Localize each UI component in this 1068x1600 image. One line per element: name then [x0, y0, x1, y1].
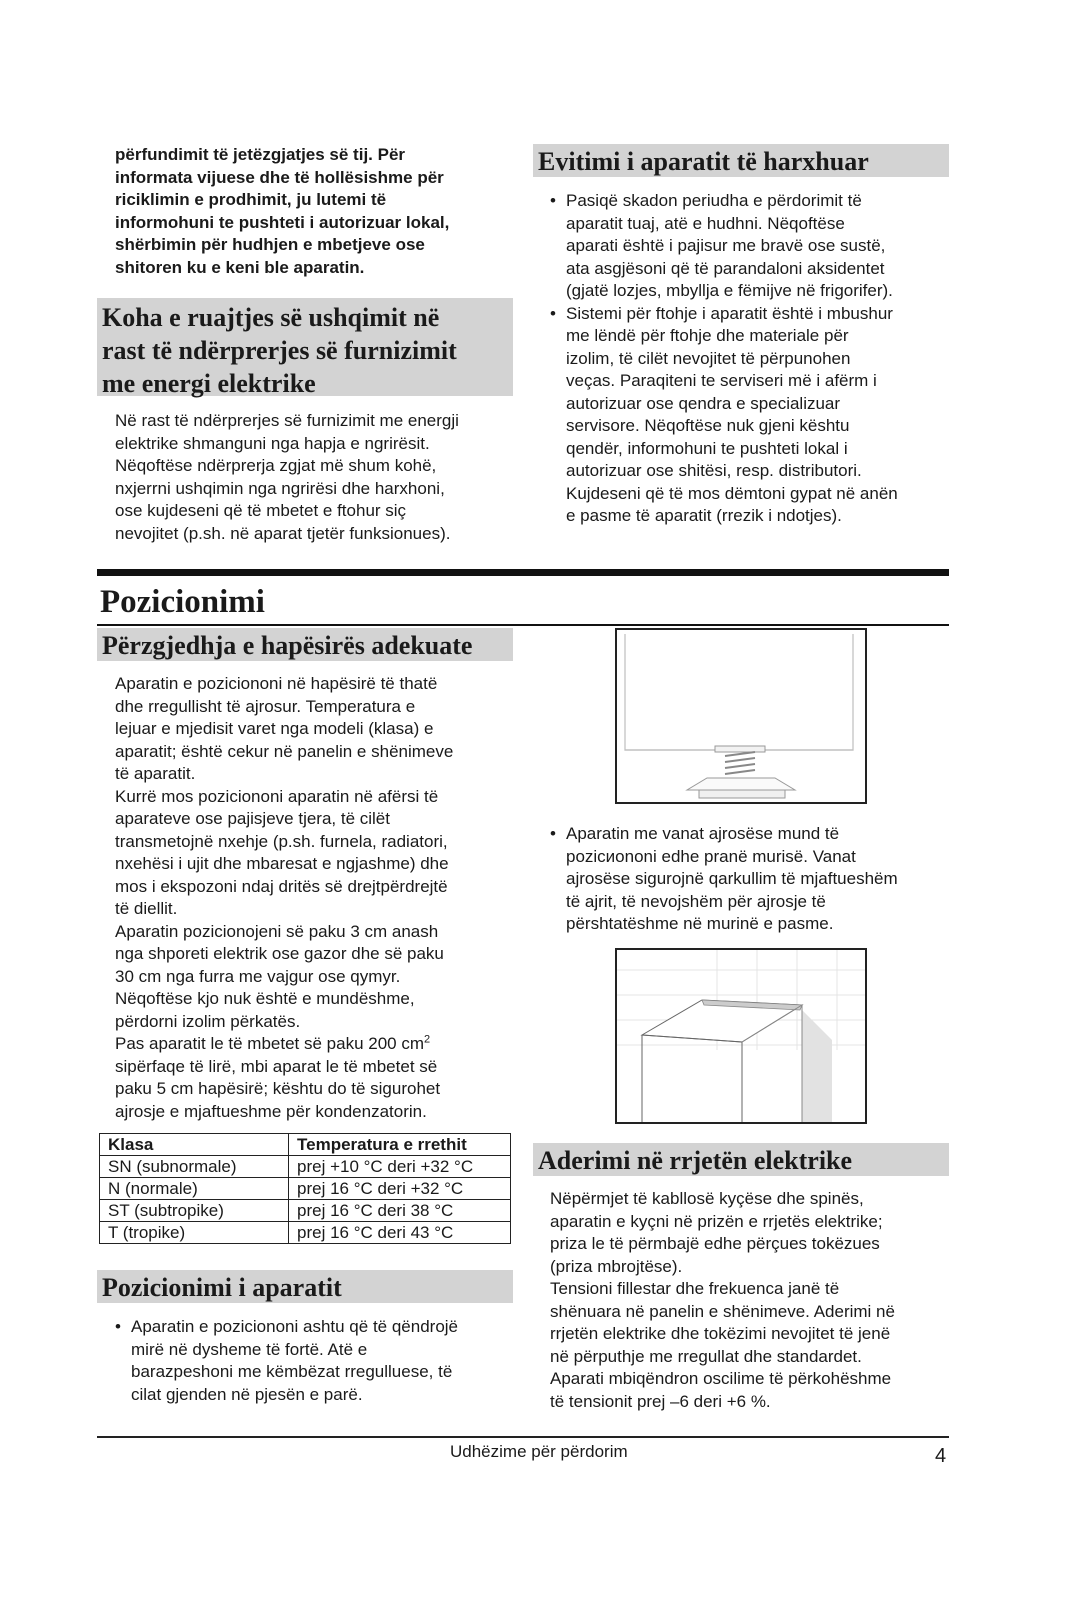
top-left-paragraph: përfundimit të jetëzgjatjes së tij. Për informata vijuese dhe të hollësishme për riciklimin e prodhimit, ju lutemi të informohuni te pushteti i autorizuar lokal, shërbimin për hudhjen e mbetjeve ose shitoren ku e keni ble aparatin. [115, 145, 450, 277]
food-storage-text: Në rast të ndërprerjes së furnizimit me energji elektrike shmanguni nga hapja e ngrirësit. Nëqoftëse ndërprerja zgjat më shum kohë, nxjerrni ushqimin nga ngrirësi dhe harxhoni, ose kujdeseni që të mbetet e ftohur siç nevojitet (p.sh. në aparat tjetër funksionues). [115, 411, 459, 543]
footer-rule [97, 1436, 949, 1438]
vents-item: • Aparatin me vanat ajrosëse mund të pozicиononi edhe pranë murisë. Vanat ajrosëse sigurojnë qarkullim të mjaftueshëm të ajrit, të nevojshëm për ajrosje të përshtatëshme në murinë e pasme. [550, 823, 950, 936]
section-underline [97, 624, 949, 626]
table-cell: ST (subtropike) [100, 1200, 289, 1222]
suitable-space-text-b: sipërfaqe të lirë, mbi aparat le të mbetet së paku 5 cm hapësirë; kështu do të sigurohet ajrosje e mjaftueshme për kondenzatorin. [115, 1056, 441, 1121]
vents-list [550, 823, 950, 936]
positioning-heading: Pozicionimi i aparatit [97, 1270, 513, 1303]
food-storage-heading: Koha e ruajtjes së ushqimit në rast të ndërprerjes së furnizimit me energi elektrike [97, 298, 513, 396]
electrical-heading: Aderimi në rrjetën elektrike [533, 1143, 949, 1176]
positioning-item: • Aparatin e poziciononi ashtu që të qëndrojë mirë në dysheme të fortë. Atë e barazpeshoni me këmbëzat rregulluese, të cilat gjenden në pjesën e parë. [115, 1316, 515, 1406]
suitable-space-heading: Përzgjedhja e hapësirës adekuate [97, 628, 513, 661]
wall-clearance-illustration [617, 950, 865, 1122]
table-header-cell: Klasa [100, 1134, 289, 1156]
wall-clearance-figure [615, 948, 867, 1124]
suitable-space-text [115, 673, 515, 1123]
table-row [100, 1222, 511, 1244]
footer-title: Udhëzime për përdorim [450, 1442, 628, 1461]
table-row [100, 1178, 511, 1200]
table-header-cell: Temperatura e rrethit [289, 1134, 511, 1156]
section-title: Pozicionimi [100, 584, 265, 620]
disposal-list [550, 190, 950, 528]
table-cell: prej +10 °C deri +32 °C [289, 1156, 511, 1178]
section-rule [97, 569, 949, 576]
suitable-space-text-a: Aparatin e poziciononi në hapësirë të thatë dhe rregullisht të ajrosur. Temperatura e lejuar e mjedisit varet nga modeli (klasa) e aparatit; është cekur në panelin e shënimeve të aparatit. Kurrë mos poziciononi aparatin në afërsi të aparateve ose pajisjeve tjera, të cilët transmetojnë nxehje (p.sh. furnela, radiatori, nxehësi i ujit dhe mbaresat e ngjashme) dhe mos i ekspozoni ndaj dritës së drejtpërdrejtë të diellit. Aparatin pozicionojeni së paku 3 cm anash nga shporeti elektrik ose gazor dhe së paku 30 cm nga furra me vajgur ose qymyr. Nëqoftëse kjo nuk është e mundëshme, përdorni izolim përkatës. Pas aparatit le të mbetet së paku 200 cm [115, 674, 454, 1053]
climate-class-table [99, 1133, 511, 1244]
table-cell: T (tropike) [100, 1222, 289, 1244]
disposal-item: • Sistemi për ftohje i aparatit është i mbushur me lëndë për ftohje dhe materiale për izolim, të cilët nevojitet të përpunohen veças. Paraqiteni te serviseri më i afërm i autorizuar ose qendra e specializuar servisore. Nëqoftëse nuk gjeni kështu qendër, informohuni te pushteti lokal i autorizuar ose shitësi, resp. distributori. Kujdeseni që të mos dëmtoni gypat në anën e pasme të aparatit (rrezik i ndotjes). [550, 303, 950, 528]
table-row [100, 1156, 511, 1178]
disposal-item: • Pasiqë skadon periudha e përdorimit të aparatit tuaj, atë e hudhni. Nëqoftëse aparati është i pajisur me bravë ose sustë, ata asgjësoni që të parandaloni aksidentet (gjatë lozjes, mbyllja e fëmijve në frigorifer). [550, 190, 950, 303]
table-cell: SN (subnormale) [100, 1156, 289, 1178]
table-header-row [100, 1134, 511, 1156]
table-cell: prej 16 °C deri +32 °C [289, 1178, 511, 1200]
superscript-2: 2 [424, 1033, 431, 1046]
electrical-text: Nëpërmjet të kabllosë kyçëse dhe spinës, aparatin e kyçni në prizën e rrjetës elektrike; priza le të përmbajë edhe përçues tokëzues (priza mbrojtëse). Tensioni fillestar dhe frekuenca janë të shënuara në panelin e shënimeve. Aderimi në rrjetën elektrike dhe tokëzimi nevojitet të jenë në përputhje me rregullat dhe standardet. Aparati mbiqëndron oscilime të përkohëshme të tensionit prej –6 deri +6 %. [550, 1189, 895, 1411]
positioning-list [115, 1316, 515, 1406]
table-cell: prej 16 °C deri 43 °C [289, 1222, 511, 1244]
disposal-heading: Evitimi i aparatit të harxhuar [533, 144, 949, 177]
adjustable-foot-illustration [617, 630, 865, 802]
table-cell: N (normale) [100, 1178, 289, 1200]
table-row [100, 1200, 511, 1222]
table-cell: prej 16 °C deri 38 °C [289, 1200, 511, 1222]
adjustable-foot-figure [615, 628, 867, 804]
page-number: 4 [935, 1445, 947, 1467]
